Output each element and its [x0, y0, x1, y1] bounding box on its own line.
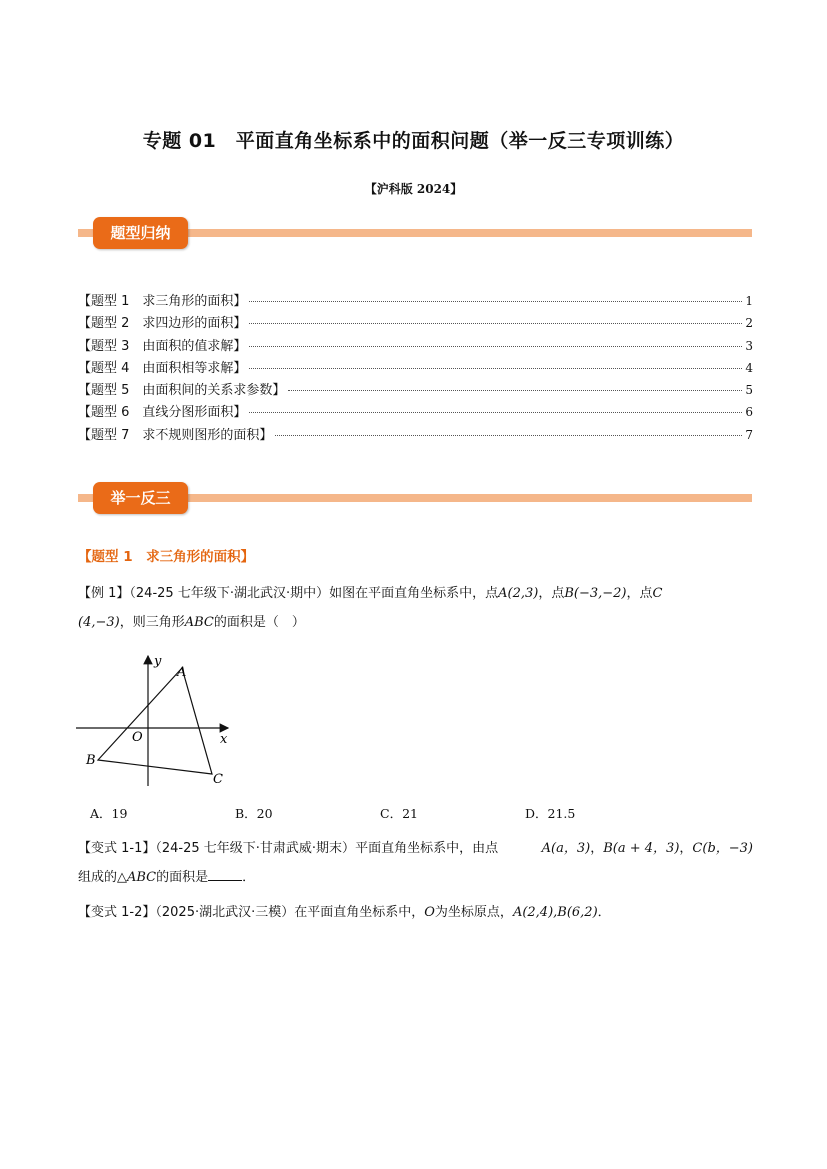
variant-text: 平面直角坐标系中，由点	[355, 841, 499, 856]
variant-text: ．	[242, 870, 256, 885]
point-b: B(−3,−2)	[564, 586, 627, 601]
example-tag: 【例 1】	[78, 586, 130, 601]
toc-item-page: 3	[745, 338, 753, 353]
toc-item[interactable]	[78, 290, 753, 312]
example-1	[78, 579, 753, 637]
toc-item[interactable]	[78, 401, 753, 423]
variant-text: 的面积是	[156, 870, 209, 885]
label-c: C	[213, 772, 223, 787]
variant-text: 组成的△	[78, 870, 127, 885]
label-b: B	[86, 753, 96, 768]
example-text: 的面积是（ ）	[213, 615, 305, 630]
example-text: ，点	[626, 586, 653, 601]
toc-leader	[275, 435, 742, 436]
variant-text: ．	[597, 905, 611, 920]
point-c: C	[652, 586, 663, 601]
toc-item-label: 【题型 1 求三角形的面积】	[78, 294, 247, 309]
choice-b[interactable]: B．20	[235, 806, 273, 821]
variant-source: （24-25 七年级下·甘肃武威·期末）	[155, 841, 356, 856]
point-c-coords: (4,−3)	[78, 615, 120, 630]
variant-text: ，	[679, 841, 693, 856]
toc-item-page: 2	[745, 316, 753, 331]
toc-leader	[249, 346, 742, 347]
practice-badge: 举一反三	[93, 482, 188, 514]
choice-c[interactable]: C．21	[380, 806, 418, 821]
example-text: ，则三角形	[119, 615, 185, 630]
label-y: y	[154, 654, 162, 669]
toc-leader	[249, 323, 742, 324]
variant-source: （2025·湖北武汉·三模）	[155, 905, 295, 920]
toc-item[interactable]	[78, 335, 753, 357]
variant-1-1-points	[542, 834, 753, 863]
answer-choices	[90, 804, 690, 822]
variant-text: ，	[590, 841, 604, 856]
toc-leader	[249, 412, 742, 413]
toc-item-page: 4	[745, 360, 753, 375]
toc-item-page: 5	[745, 383, 753, 398]
toc-item[interactable]	[78, 379, 753, 401]
variant-text: 为坐标原点，	[434, 905, 513, 920]
variant-text: 在平面直角坐标系中，	[294, 905, 425, 920]
toc-leader	[249, 301, 742, 302]
choice-a[interactable]: A．19	[90, 806, 128, 821]
label-a: A	[177, 665, 187, 680]
example-source: （24-25 七年级下·湖北武汉·期中）	[129, 586, 330, 601]
variant-1-2	[78, 898, 753, 927]
toc-item-label: 【题型 4 由面积相等求解】	[78, 360, 247, 376]
triangle-name: ABC	[127, 870, 157, 885]
toc-item-page: 7	[745, 427, 753, 442]
toc-item-page: 6	[745, 405, 753, 420]
toc-leader	[249, 368, 742, 369]
origin-symbol: O	[424, 905, 435, 920]
variant-1-1	[78, 834, 753, 892]
edition-label: 【沪科版 2024】	[364, 182, 463, 196]
point-a: A(2,3)	[498, 586, 539, 601]
triangle-name: ABC	[184, 615, 214, 630]
toc-item-label: 【题型 3 由面积的值求解】	[78, 338, 247, 354]
toc-item-label: 【题型 5 由面积间的关系求参数】	[78, 383, 286, 399]
variant-tag: 【变式 1-2】	[78, 905, 156, 920]
answer-blank[interactable]	[208, 868, 242, 881]
points-ab: A(2,4),B(6,2)	[512, 905, 598, 920]
label-origin: O	[132, 730, 143, 745]
variant-1-1-lead	[78, 834, 498, 863]
example-text: 如图在平面直角坐标系中，点	[329, 586, 499, 601]
toc-item-label: 【题型 7 求不规则图形的面积】	[78, 427, 273, 443]
document-title: 专题 01 平面直角坐标系中的面积问题（举一反三专项训练）	[142, 130, 685, 152]
variant-tag: 【变式 1-1】	[78, 841, 156, 856]
example-1-line-2	[78, 608, 753, 637]
toc-item[interactable]	[78, 357, 753, 379]
toc-item-label: 【题型 6 直线分图形面积】	[78, 405, 247, 421]
choice-d[interactable]: D．21.5	[525, 806, 576, 821]
coordinate-figure	[70, 650, 240, 790]
toc-leader	[288, 390, 742, 391]
triangle-abc	[98, 668, 212, 774]
toc-item[interactable]	[78, 312, 753, 334]
example-1-line-1	[78, 579, 753, 608]
section-heading: 【题型 1 求三角形的面积】	[78, 549, 255, 565]
example-text: ，点	[538, 586, 565, 601]
point-b: B(a + 4，3)	[603, 841, 680, 856]
point-c: C(b，−3)	[692, 841, 753, 856]
point-a: A(a，3)	[541, 841, 591, 856]
variant-1-1-line-1	[78, 834, 753, 863]
types-badge: 题型归纳	[93, 217, 188, 249]
toc-item-page: 1	[745, 294, 753, 308]
variant-1-1-line-2	[78, 863, 753, 892]
table-of-contents	[78, 290, 753, 446]
toc-item[interactable]	[78, 424, 753, 446]
label-x: x	[220, 732, 228, 747]
toc-item-label: 【题型 2 求四边形的面积】	[78, 316, 247, 332]
